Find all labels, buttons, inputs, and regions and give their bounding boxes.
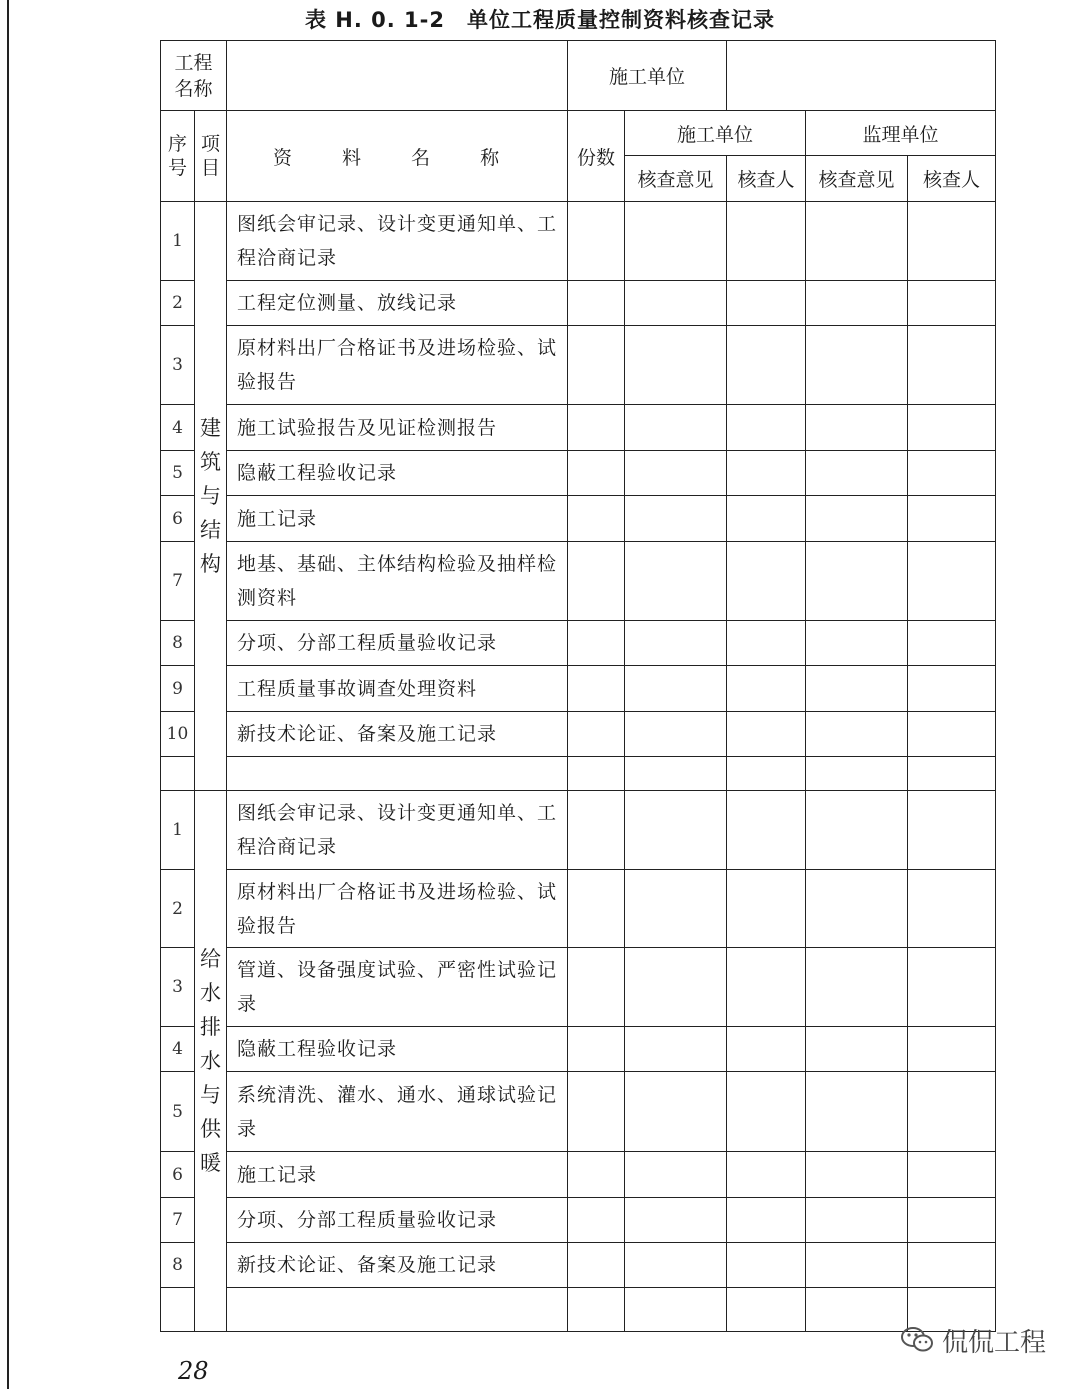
construction-checker-cell[interactable] [727,757,806,791]
construction-opinion-header: 核查意见 [625,156,727,202]
supervision-opinion-cell[interactable] [806,326,908,405]
doc-name-cell: 施工记录 [227,1152,568,1198]
category-cell: 给 水 排 水 与 供 暖 [195,791,227,1332]
table-row [161,202,996,281]
construction-checker-cell[interactable] [727,948,806,1027]
supervision-opinion-cell[interactable] [806,405,908,451]
row-seq: 6 [161,1152,195,1198]
copies-cell[interactable] [568,870,625,948]
category-cell: 建 筑 与 结 构 [195,202,227,791]
supervision-checker-cell[interactable] [908,757,996,791]
doc-name-cell: 地基、基础、主体结构检验及抽样检测资料 [227,542,568,621]
supervision-checker-cell[interactable] [908,542,996,621]
construction-opinion-cell[interactable] [625,757,727,791]
contractor-label: 施工单位 [568,41,727,111]
row-seq: 6 [161,496,195,542]
supervision-checker-cell[interactable] [908,621,996,666]
doc-name-cell: 新技术论证、备案及施工记录 [227,1243,568,1288]
construction-checker-cell[interactable] [727,791,806,870]
construction-checker-cell[interactable] [727,666,806,712]
construction-checker-cell[interactable] [727,202,806,281]
copies-cell[interactable] [568,1027,625,1072]
row-seq: 5 [161,1072,195,1152]
row-seq: 1 [161,202,195,281]
supervision-checker-header: 核查人 [908,156,996,202]
copies-cell[interactable] [568,1152,625,1198]
construction-checker-cell[interactable] [727,1198,806,1243]
construction-checker-cell[interactable] [727,405,806,451]
construction-checker-cell[interactable] [727,1288,806,1332]
supervision-checker-cell[interactable] [908,202,996,281]
copies-cell[interactable] [568,542,625,621]
row-seq: 7 [161,542,195,621]
supervision-opinion-cell[interactable] [806,791,908,870]
table-row [161,1072,996,1152]
supervision-opinion-cell[interactable] [806,1152,908,1198]
row-seq: 10 [161,712,195,757]
construction-opinion-cell[interactable] [625,1288,727,1332]
table-row [161,1288,996,1332]
construction-opinion-cell[interactable] [625,791,727,870]
supervision-checker-cell[interactable] [908,948,996,1027]
construction-checker-cell[interactable] [727,1072,806,1152]
supervision-checker-cell[interactable] [908,712,996,757]
doc-name-cell: 新技术论证、备案及施工记录 [227,712,568,757]
table-row [161,666,996,712]
row-seq: 4 [161,405,195,451]
contractor-value[interactable] [727,41,996,111]
row-seq: 3 [161,948,195,1027]
supervision-opinion-cell[interactable] [806,1198,908,1243]
construction-checker-cell[interactable] [727,870,806,948]
table-row [161,1243,996,1288]
doc-name-cell: 分项、分部工程质量验收记录 [227,1198,568,1243]
construction-opinion-cell[interactable] [625,405,727,451]
copies-cell[interactable] [568,757,625,791]
supervision-opinion-cell[interactable] [806,451,908,496]
table-row [161,621,996,666]
supervision-checker-cell[interactable] [908,1152,996,1198]
construction-opinion-cell[interactable] [625,326,727,405]
copies-cell[interactable] [568,1072,625,1152]
table-row [161,1027,996,1072]
construction-opinion-cell[interactable] [625,870,727,948]
construction-opinion-cell[interactable] [625,451,727,496]
doc-name-cell: 隐蔽工程验收记录 [227,451,568,496]
table-row [161,405,996,451]
table-title: 表 H. 0. 1-2 单位工程质量控制资料核查记录 [304,8,775,32]
supervision-opinion-cell[interactable] [806,621,908,666]
supervision-opinion-cell[interactable] [806,1027,908,1072]
construction-checker-cell[interactable] [727,326,806,405]
wechat-icon [900,1325,934,1355]
construction-opinion-cell[interactable] [625,948,727,1027]
supervision-opinion-cell[interactable] [806,666,908,712]
construction-checker-cell[interactable] [727,1243,806,1288]
construction-checker-cell[interactable] [727,496,806,542]
copies-header: 份数 [568,111,625,202]
copies-cell[interactable] [568,202,625,281]
copies-cell[interactable] [568,666,625,712]
copies-cell[interactable] [568,496,625,542]
row-seq: 8 [161,1243,195,1288]
table-row [161,542,996,621]
copies-cell[interactable] [568,326,625,405]
construction-opinion-cell[interactable] [625,202,727,281]
category-header: 项 目 [195,111,227,202]
copies-cell[interactable] [568,621,625,666]
supervision-opinion-cell[interactable] [806,757,908,791]
construction-opinion-cell[interactable] [625,496,727,542]
supervision-checker-cell[interactable] [908,281,996,326]
doc-name-cell [227,757,568,791]
supervision-opinion-cell[interactable] [806,948,908,1027]
construction-opinion-cell[interactable] [625,1243,727,1288]
table-row [161,791,996,870]
copies-cell[interactable] [568,1243,625,1288]
page-edge-rule [7,0,9,1389]
row-seq [161,1288,195,1332]
supervision-checker-cell[interactable] [908,451,996,496]
page-number: 28 [178,1357,209,1385]
doc-name-cell: 分项、分部工程质量验收记录 [227,621,568,666]
supervision-checker-cell[interactable] [908,666,996,712]
supervision-opinion-cell[interactable] [806,870,908,948]
row-seq: 9 [161,666,195,712]
supervision-checker-cell[interactable] [908,326,996,405]
table-row [161,712,996,757]
row-seq [161,757,195,791]
doc-name-cell: 系统清洗、灌水、通水、通球试验记录 [227,1072,568,1152]
supervision-unit-header: 监理单位 [806,111,996,156]
doc-name-cell: 原材料出厂合格证书及进场检验、试验报告 [227,326,568,405]
supervision-checker-cell[interactable] [908,791,996,870]
table-row [161,870,996,948]
table-row [161,948,996,1027]
doc-name-cell: 工程定位测量、放线记录 [227,281,568,326]
row-seq: 8 [161,621,195,666]
doc-name-cell: 管道、设备强度试验、严密性试验记录 [227,948,568,1027]
copies-cell[interactable] [568,791,625,870]
construction-unit-header: 施工单位 [625,111,806,156]
construction-opinion-cell[interactable] [625,542,727,621]
row-seq: 1 [161,791,195,870]
construction-checker-cell[interactable] [727,281,806,326]
supervision-opinion-header: 核查意见 [806,156,908,202]
copies-cell[interactable] [568,405,625,451]
copies-cell[interactable] [568,451,625,496]
supervision-opinion-cell[interactable] [806,712,908,757]
supervision-checker-cell[interactable] [908,1243,996,1288]
table-row [161,326,996,405]
row-seq: 3 [161,326,195,405]
construction-opinion-cell[interactable] [625,1198,727,1243]
construction-checker-cell[interactable] [727,621,806,666]
copies-cell[interactable] [568,948,625,1027]
construction-checker-cell[interactable] [727,1152,806,1198]
row-seq: 2 [161,281,195,326]
doc-name-cell [227,1288,568,1332]
supervision-opinion-cell[interactable] [806,1072,908,1152]
doc-name-cell: 工程质量事故调查处理资料 [227,666,568,712]
doc-name-header: 资 料 名 称 [227,111,568,202]
row-seq: 2 [161,870,195,948]
construction-opinion-cell[interactable] [625,621,727,666]
watermark-text: 侃侃工程 [942,1327,1047,1358]
construction-checker-cell[interactable] [727,712,806,757]
supervision-opinion-cell[interactable] [806,542,908,621]
project-name-value[interactable] [227,41,568,111]
copies-cell[interactable] [568,281,625,326]
doc-name-cell: 图纸会审记录、设计变更通知单、工程洽商记录 [227,202,568,281]
construction-checker-cell[interactable] [727,1027,806,1072]
supervision-opinion-cell[interactable] [806,1243,908,1288]
copies-cell[interactable] [568,712,625,757]
doc-name-cell: 施工试验报告及见证检测报告 [227,405,568,451]
doc-name-cell: 原材料出厂合格证书及进场检验、试验报告 [227,870,568,948]
watermark [900,1320,1046,1360]
table-row [161,1198,996,1243]
supervision-checker-cell[interactable] [908,405,996,451]
seq-header: 序 号 [161,111,195,202]
doc-name-cell: 隐蔽工程验收记录 [227,1027,568,1072]
supervision-checker-cell[interactable] [908,1198,996,1243]
table-row [161,281,996,326]
project-row [161,41,996,111]
supervision-checker-cell[interactable] [908,1027,996,1072]
supervision-checker-cell[interactable] [908,1072,996,1152]
table-row [161,451,996,496]
construction-opinion-cell[interactable] [625,281,727,326]
construction-opinion-cell[interactable] [625,1152,727,1198]
copies-cell[interactable] [568,1288,625,1332]
construction-checker-header: 核查人 [727,156,806,202]
quality-control-record-table [160,40,996,1332]
construction-opinion-cell[interactable] [625,712,727,757]
copies-cell[interactable] [568,1198,625,1243]
supervision-checker-cell[interactable] [908,496,996,542]
supervision-opinion-cell[interactable] [806,496,908,542]
supervision-opinion-cell[interactable] [806,1288,908,1332]
project-name-label: 工程 名称 [161,41,227,111]
supervision-opinion-cell[interactable] [806,202,908,281]
header-row-1 [161,111,996,156]
construction-checker-cell[interactable] [727,542,806,621]
doc-name-cell: 施工记录 [227,496,568,542]
table-row [161,1152,996,1198]
construction-opinion-cell[interactable] [625,1027,727,1072]
doc-name-cell: 图纸会审记录、设计变更通知单、工程洽商记录 [227,791,568,870]
row-seq: 7 [161,1198,195,1243]
row-seq: 5 [161,451,195,496]
row-seq: 4 [161,1027,195,1072]
table-row [161,496,996,542]
supervision-checker-cell[interactable] [908,870,996,948]
construction-checker-cell[interactable] [727,451,806,496]
supervision-opinion-cell[interactable] [806,281,908,326]
construction-opinion-cell[interactable] [625,1072,727,1152]
table-row [161,757,996,791]
construction-opinion-cell[interactable] [625,666,727,712]
